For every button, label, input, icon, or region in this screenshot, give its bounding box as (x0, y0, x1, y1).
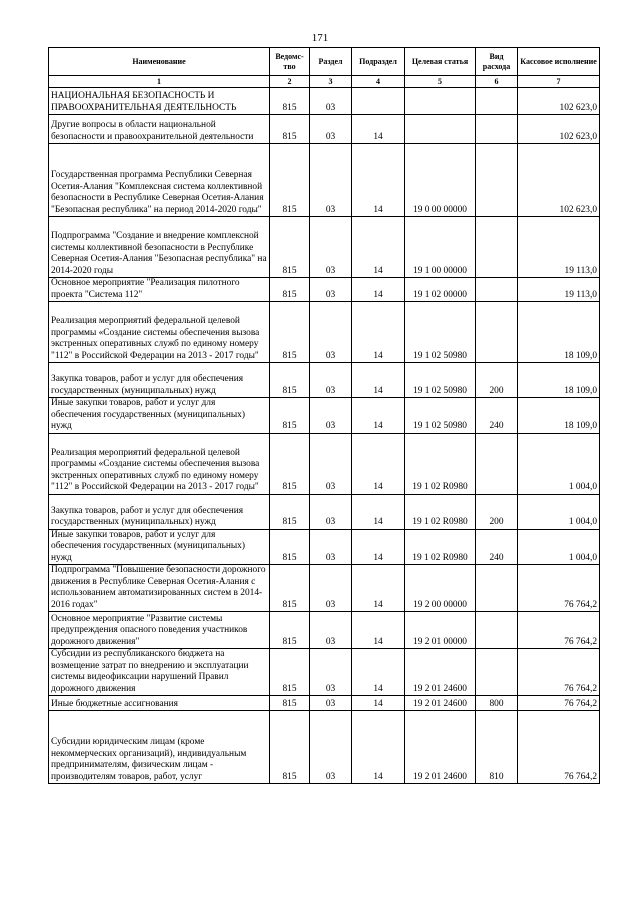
row-name: Иные закупки товаров, работ и услуг для обеспечения государственных (муниципальных) нужд (49, 398, 270, 434)
row-name: Реализация мероприятий федеральной целевой программы «Создание системы обеспечения вызова экстренных оперативных служб по единому номеру "112" в Российской Федерации на 2013 - 2017 годы" (49, 302, 270, 363)
row-amount: 102 623,0 (518, 88, 600, 115)
row-amount: 19 113,0 (518, 217, 600, 278)
row-amount: 1 004,0 (518, 494, 600, 529)
row-name: НАЦИОНАЛЬНАЯ БЕЗОПАСНОСТЬ И ПРАВООХРАНИТЕЛЬНАЯ ДЕЯТЕЛЬНОСТЬ (49, 88, 270, 115)
table-row (49, 302, 600, 363)
table-row (49, 565, 600, 612)
row-subsection: 14 (352, 278, 405, 302)
row-dept: 815 (270, 363, 310, 398)
row-section: 03 (310, 302, 352, 363)
row-dept: 815 (270, 433, 310, 494)
row-amount: 76 764,2 (518, 649, 600, 696)
row-subsection: 14 (352, 302, 405, 363)
row-kind: 200 (476, 494, 518, 529)
row-subsection: 14 (352, 494, 405, 529)
col-header-amount: Кассовое исполнение (518, 48, 600, 76)
table-row (49, 144, 600, 217)
row-section: 03 (310, 363, 352, 398)
row-target: 19 1 02 R0980 (405, 529, 476, 565)
row-amount: 1 004,0 (518, 433, 600, 494)
col-header-target: Целевая статья (405, 48, 476, 76)
col-header-kind: Вид расхода (476, 48, 518, 76)
table-row (49, 529, 600, 565)
row-kind: 240 (476, 398, 518, 434)
row-kind: 200 (476, 363, 518, 398)
row-amount: 102 623,0 (518, 115, 600, 144)
col-index: 3 (310, 76, 352, 88)
row-amount: 76 764,2 (518, 612, 600, 649)
row-target (405, 115, 476, 144)
row-dept: 815 (270, 711, 310, 784)
row-subsection: 14 (352, 115, 405, 144)
column-index-row (49, 76, 600, 88)
row-dept: 815 (270, 115, 310, 144)
row-subsection: 14 (352, 565, 405, 612)
row-section: 03 (310, 278, 352, 302)
col-index: 6 (476, 76, 518, 88)
row-kind (476, 278, 518, 302)
page-number: 171 (311, 32, 329, 44)
table-row (49, 363, 600, 398)
row-target: 19 1 00 00000 (405, 217, 476, 278)
row-subsection: 14 (352, 649, 405, 696)
row-target: 19 1 02 50980 (405, 398, 476, 434)
row-section: 03 (310, 494, 352, 529)
row-name: Другие вопросы в области национальной безопасности и правоохранительной деятельности (49, 115, 270, 144)
table-row (49, 398, 600, 434)
col-header-section: Раздел (310, 48, 352, 76)
row-dept: 815 (270, 494, 310, 529)
row-amount: 76 764,2 (518, 711, 600, 784)
row-section: 03 (310, 115, 352, 144)
row-subsection: 14 (352, 696, 405, 711)
table-row (49, 696, 600, 711)
row-name: Подпрограмма "Создание и внедрение комплексной системы коллективной безопасности в Республике Северная Осетия-Алания "Безопасная республика" на 2014-2020 годы (49, 217, 270, 278)
table-row (49, 711, 600, 784)
row-subsection: 14 (352, 529, 405, 565)
row-subsection: 14 (352, 144, 405, 217)
row-target: 19 1 02 R0980 (405, 494, 476, 529)
row-name: Субсидии из республиканского бюджета на возмещение затрат по внедрению и эксплуатации системы видеофиксации нарушений Правил дорожного движения (49, 649, 270, 696)
col-index: 5 (405, 76, 476, 88)
header-row (49, 48, 600, 76)
row-kind: 800 (476, 696, 518, 711)
table-row (49, 217, 600, 278)
row-subsection: 14 (352, 433, 405, 494)
col-header-dept: Ведомс-тво (270, 48, 310, 76)
row-kind (476, 612, 518, 649)
row-dept: 815 (270, 302, 310, 363)
row-dept: 815 (270, 144, 310, 217)
col-index: 7 (518, 76, 600, 88)
row-name: Субсидии юридическим лицам (кроме некоммерческих организаций), индивидуальным предпринимателям, физическим лицам - производителям товаров, работ, услуг (49, 711, 270, 784)
row-amount: 18 109,0 (518, 398, 600, 434)
row-dept: 815 (270, 565, 310, 612)
row-name: Основное мероприятие "Развитие системы предупреждения опасного поведения участников дорожного движения" (49, 612, 270, 649)
row-kind (476, 217, 518, 278)
row-target: 19 2 00 00000 (405, 565, 476, 612)
row-subsection (352, 88, 405, 115)
row-section: 03 (310, 711, 352, 784)
row-name: Государственная программа Республики Северная Осетия-Алания "Комплексная система коллективной безопасности в Республике Северная Осетия-Алания "Безопасная республика" на период 2014-2020 годы" (49, 144, 270, 217)
row-dept: 815 (270, 649, 310, 696)
budget-table (48, 47, 600, 784)
row-target: 19 2 01 24600 (405, 711, 476, 784)
row-subsection: 14 (352, 612, 405, 649)
row-kind: 810 (476, 711, 518, 784)
col-header-subsection: Подраздел (352, 48, 405, 76)
row-kind (476, 115, 518, 144)
row-amount: 18 109,0 (518, 302, 600, 363)
row-section: 03 (310, 529, 352, 565)
row-section: 03 (310, 217, 352, 278)
table-row (49, 278, 600, 302)
row-dept: 815 (270, 529, 310, 565)
row-section: 03 (310, 649, 352, 696)
row-dept: 815 (270, 696, 310, 711)
row-target: 19 2 01 24600 (405, 696, 476, 711)
row-subsection: 14 (352, 711, 405, 784)
row-amount: 19 113,0 (518, 278, 600, 302)
row-subsection: 14 (352, 363, 405, 398)
row-name: Закупка товаров, работ и услуг для обеспечения государственных (муниципальных) нужд (49, 363, 270, 398)
row-section: 03 (310, 433, 352, 494)
row-subsection: 14 (352, 398, 405, 434)
table-row (49, 115, 600, 144)
row-target: 19 2 01 24600 (405, 649, 476, 696)
row-dept: 815 (270, 612, 310, 649)
row-name: Основное мероприятие "Реализация пилотного проекта "Система 112" (49, 278, 270, 302)
row-section: 03 (310, 612, 352, 649)
row-section: 03 (310, 144, 352, 217)
row-target: 19 2 01 00000 (405, 612, 476, 649)
row-amount: 76 764,2 (518, 565, 600, 612)
col-index: 2 (270, 76, 310, 88)
row-kind (476, 649, 518, 696)
table-row (49, 433, 600, 494)
row-target: 19 1 02 R0980 (405, 433, 476, 494)
row-kind (476, 433, 518, 494)
row-name: Иные бюджетные ассигнования (49, 696, 270, 711)
row-section: 03 (310, 88, 352, 115)
row-name: Реализация мероприятий федеральной целевой программы «Создание системы обеспечения вызова экстренных оперативных служб по единому номеру "112" в Российской Федерации на 2013 - 2017 годы" (49, 433, 270, 494)
row-amount: 18 109,0 (518, 363, 600, 398)
row-target: 19 1 02 50980 (405, 363, 476, 398)
row-name: Иные закупки товаров, работ и услуг для обеспечения государственных (муниципальных) нужд (49, 529, 270, 565)
row-kind (476, 302, 518, 363)
row-target: 19 1 02 00000 (405, 278, 476, 302)
col-index: 1 (49, 76, 270, 88)
table-row (49, 649, 600, 696)
col-index: 4 (352, 76, 405, 88)
row-kind: 240 (476, 529, 518, 565)
table-row (49, 612, 600, 649)
col-header-name: Наименование (49, 48, 270, 76)
table-row (49, 494, 600, 529)
row-kind (476, 144, 518, 217)
row-kind (476, 88, 518, 115)
row-section: 03 (310, 398, 352, 434)
row-dept: 815 (270, 88, 310, 115)
row-name: Закупка товаров, работ и услуг для обеспечения государственных (муниципальных) нужд (49, 494, 270, 529)
row-amount: 102 623,0 (518, 144, 600, 217)
row-section: 03 (310, 696, 352, 711)
row-dept: 815 (270, 278, 310, 302)
row-dept: 815 (270, 398, 310, 434)
row-name: Подпрограмма "Повышение безопасности дорожного движения в Республике Северная Осетия-Алания с использованием автоматизированных систем в 2014-2016 годах" (49, 565, 270, 612)
row-subsection: 14 (352, 217, 405, 278)
row-amount: 76 764,2 (518, 696, 600, 711)
row-target (405, 88, 476, 115)
row-amount: 1 004,0 (518, 529, 600, 565)
row-target: 19 1 02 50980 (405, 302, 476, 363)
row-kind (476, 565, 518, 612)
row-section: 03 (310, 565, 352, 612)
row-dept: 815 (270, 217, 310, 278)
table-row (49, 88, 600, 115)
row-target: 19 0 00 00000 (405, 144, 476, 217)
